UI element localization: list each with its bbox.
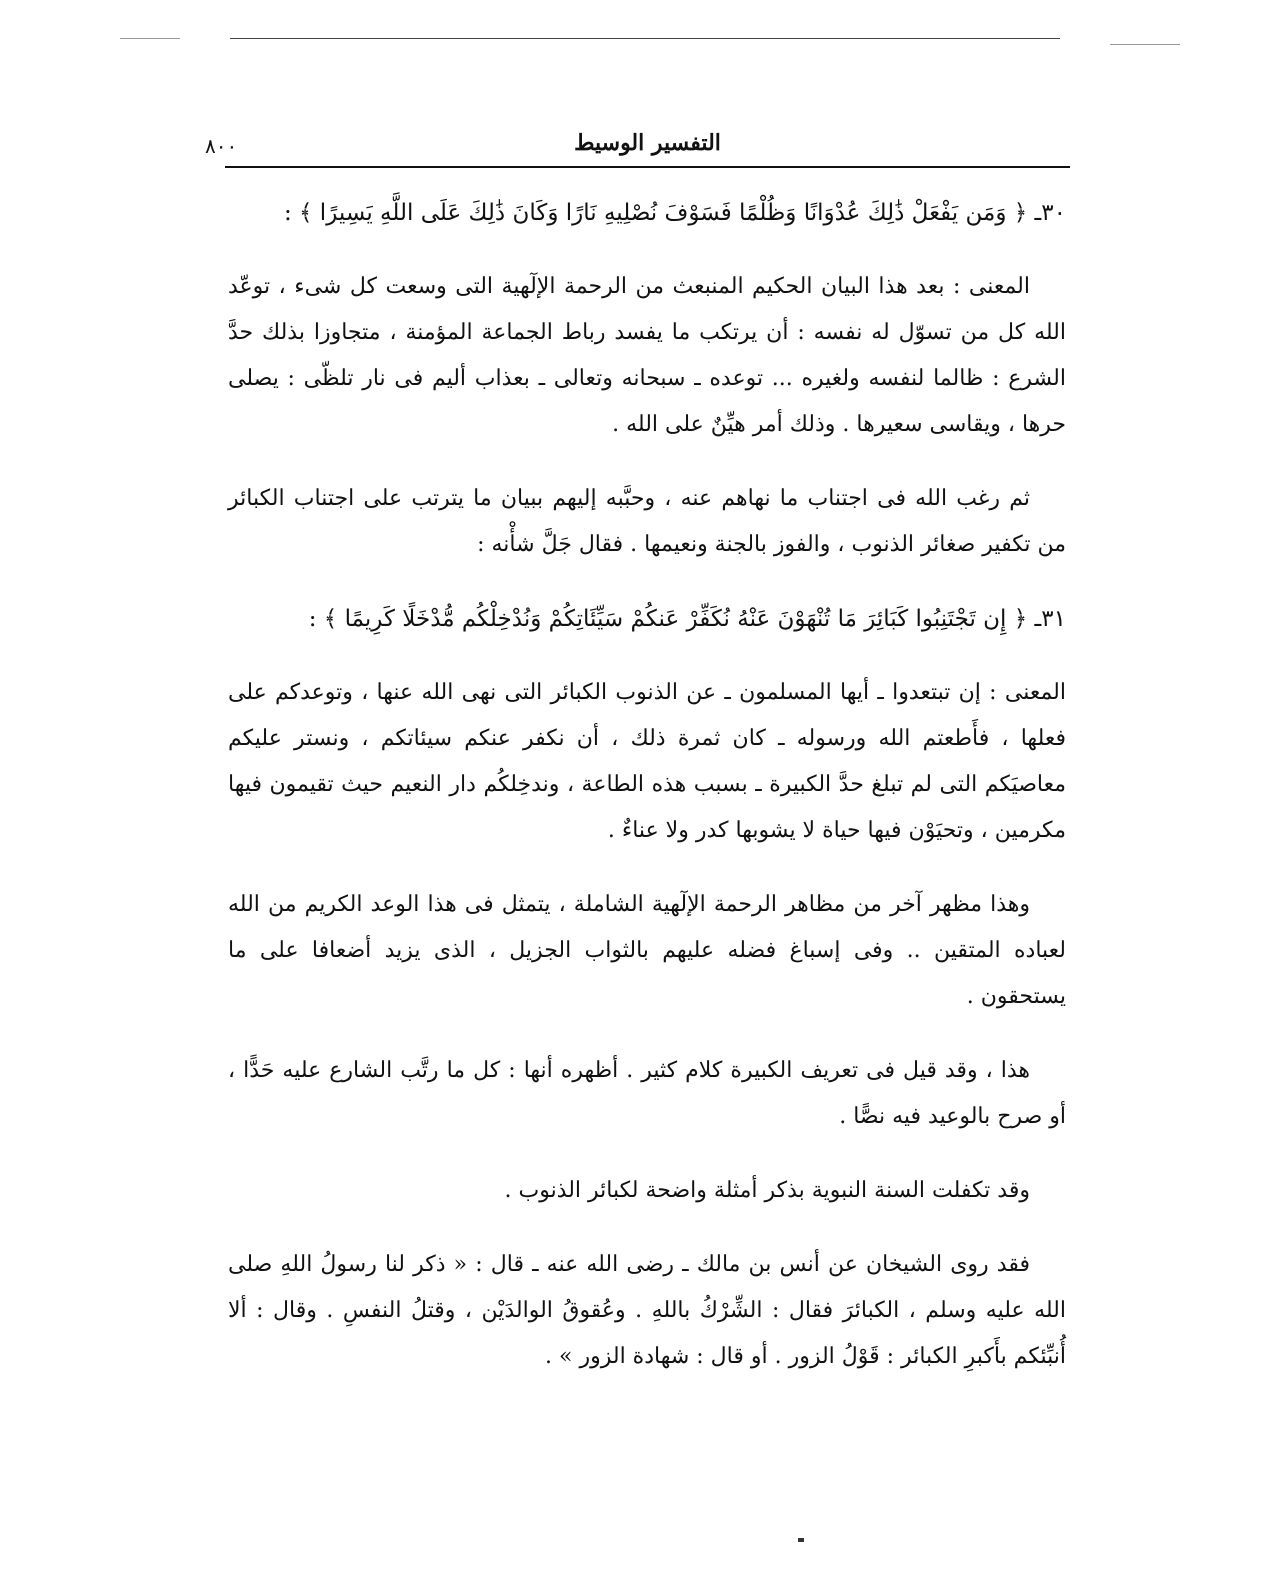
paragraph-meaning-30: المعنى : بعد هذا البيان الحكيم المنبعث من الرحمة الإلٓهية التى وسعت كل شىء ، توعّد الله كل من تسوّل له نفسه : أن يرتكب ما يفسد رباط الجماعة المؤمنة ، متجاوزا بذلك حدَّ الشرع : ظالما لنفسه ولغيره ... توعده ـ سبحانه وتعالى ـ بعذاب أليم فى نار تلظّى : يصلى حرها ، ويقاسى سعيرها . وذلك أمر هيِّنٌ على الله . bbox=[228, 274, 1066, 437]
scan-edge-mark-right bbox=[1110, 44, 1180, 45]
verse-31: ٣١ـ ﴿ إِن تَجْتَنِبُوا كَبَائِرَ مَا تُنْهَوْنَ عَنْهُ نُكَفِّرْ عَنكُمْ سَيِّئَاتِكُمْ وَنُدْخِلْكُم مُّدْخَلًا كَرِيمًا ﴾ : bbox=[308, 606, 1066, 632]
paragraph-meaning-31: المعنى : إن تبتعدوا ـ أيها المسلمون ـ عن الذنوب الكبائر التى نهى الله عنها ، وتوعدكم على فعلها ، فأَطعتم الله ورسوله ـ كان ثمرة ذلك ، أن نكفر عنكم سيئاتكم ، ونستر عليكم معاصيَكم التى لم تبلغ حدَّ الكبيرة ـ بسبب هذه الطاعة ، وندخِلكُم دار النعيم حيث تقيمون فيها مكرمين ، وتحيَوْن فيها حياة لا يشوبها كدر ولا عناءٌ . bbox=[228, 680, 1066, 843]
page-number: ٨٠٠ bbox=[205, 134, 238, 158]
page-header bbox=[205, 124, 1070, 168]
scan-edge-mark-left bbox=[120, 38, 180, 39]
paragraph-mercy: وهذا مظهر آخر من مظاهر الرحمة الإلٓهية الشاملة ، يتمثل فى هذا الوعد الكريم من الله لعباده المتقين .. وفى إسباغ فضله عليهم بالثواب الجزيل ، الذى يزيد أضعافا على ما يستحقون . bbox=[228, 892, 1067, 1009]
paragraph-sunnah: وقد تكفلت السنة النبوية بذكر أمثلة واضحة لكبائر الذنوب . bbox=[504, 1178, 1030, 1203]
paragraph-definition: هذا ، وقد قيل فى تعريف الكبيرة كلام كثير . أظهره أنها : كل ما رتَّب الشارع عليه حَدًّا ، أو صرح بالوعيد فيه نصًّا . bbox=[228, 1058, 1066, 1129]
scan-edge-line bbox=[230, 38, 1060, 39]
page-title: التفسير الوسيط bbox=[574, 130, 721, 156]
paragraph-hadith: فقد روى الشيخان عن أنس بن مالك ـ رضى الله عنه ـ قال : « ذكر لنا رسولُ اللهِ صلى الله عليه وسلم ، الكبائرَ فقال : الشِّرْكُ باللهِ . وعُقوقُ الوالدَيْن ، وقتلُ النفسِ . وقال : ألا أُنبِّئكم بأَكبرِ الكبائر : قَوْلُ الزور . أو قال : شهادة الزور » . bbox=[228, 1252, 1066, 1369]
paragraph-transition: ثم رغب الله فى اجتناب ما نهاهم عنه ، وحبَّبه إليهم ببيان ما يترتب على اجتناب الكبائر من تكفير صغائر الذنوب ، والفوز بالجنة ونعيمها . فقال جَلَّ شأْنه : bbox=[228, 486, 1066, 557]
scan-speck bbox=[798, 1538, 804, 1542]
page-body bbox=[228, 190, 1066, 1408]
verse-30: ٣٠ـ ﴿ وَمَن يَفْعَلْ ذَٰلِكَ عُدْوَانًا وَظُلْمًا فَسَوْفَ نُصْلِيهِ نَارًا وَكَانَ ذَٰلِكَ عَلَى اللَّهِ يَسِيرًا ﴾ : bbox=[283, 200, 1066, 226]
